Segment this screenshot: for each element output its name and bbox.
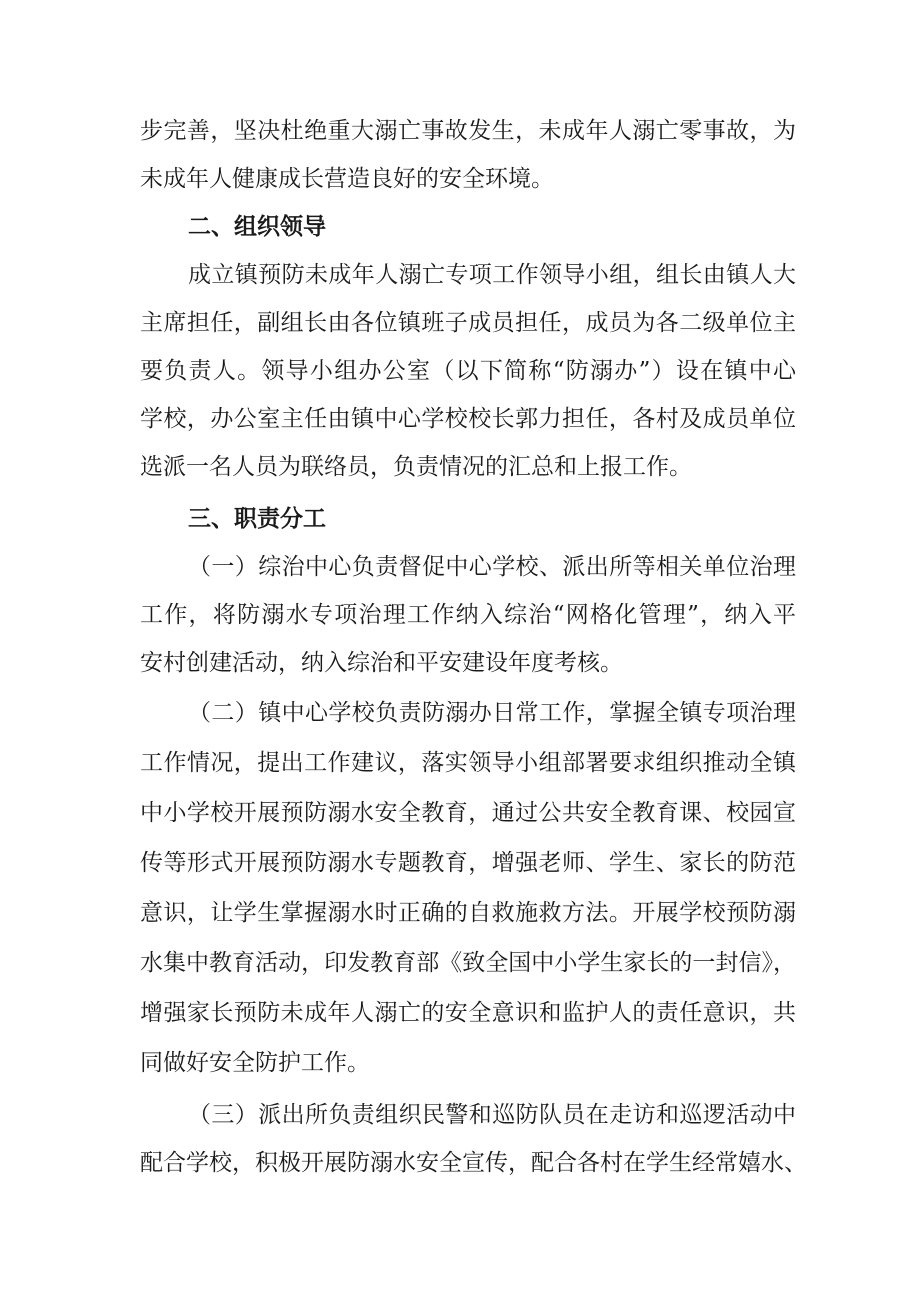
paragraph-line: 增强家长预防未成年人溺亡的安全意识和监护人的责任意识，共 — [140, 1000, 796, 1026]
paragraph-line: 同做好安全防护工作。 — [140, 1050, 370, 1076]
paragraph-line: 水集中教育活动，印发教育部《致全国中小学生家长的一封信》， — [140, 950, 796, 976]
paragraph-line: （二）镇中心学校负责防溺办日常工作，掌握全镇专项治理 — [188, 700, 796, 726]
paragraph-line: 工作情况，提出工作建议，落实领导小组部署要求组织推动全镇 — [140, 750, 796, 776]
paragraph-line: 学校，办公室主任由镇中心学校校长郭力担任，各村及成员单位 — [140, 406, 796, 432]
paragraph-line: 安村创建活动，纳入综治和平安建设年度考核。 — [140, 650, 623, 676]
paragraph-line: 选派一名人员为联络员，负责情况的汇总和上报工作。 — [140, 454, 692, 480]
section-heading-responsibilities: 三、职责分工 — [188, 506, 326, 532]
paragraph-line: 主席担任，副组长由各位镇班子成员担任，成员为各二级单位主 — [140, 310, 796, 336]
paragraph-line: 意识，让学生掌握溺水时正确的自救施救方法。开展学校预防溺 — [140, 900, 796, 926]
paragraph-line: 配合学校，积极开展防溺水安全宣传，配合各村在学生经常嬉水、 — [140, 1150, 807, 1176]
paragraph-line: 未成年人健康成长营造良好的安全环境。 — [140, 166, 554, 192]
paragraph-line: 成立镇预防未成年人溺亡专项工作领导小组，组长由镇人大 — [188, 262, 796, 288]
paragraph-line: （一）综治中心负责督促中心学校、派出所等相关单位治理 — [188, 554, 796, 580]
paragraph-line: 工作，将防溺水专项治理工作纳入综治“网格化管理”，纳入平 — [140, 602, 796, 628]
paragraph-line: 中小学校开展预防溺水安全教育，通过公共安全教育课、校园宣 — [140, 800, 796, 826]
paragraph-line: 传等形式开展预防溺水专题教育，增强老师、学生、家长的防范 — [140, 850, 796, 876]
paragraph-line: 步完善，坚决杜绝重大溺亡事故发生，未成年人溺亡零事故，为 — [140, 118, 796, 144]
paragraph-line: 要负责人。领导小组办公室（以下简称“防溺办”）设在镇中心 — [140, 358, 796, 384]
section-heading-organization: 二、组织领导 — [188, 214, 326, 240]
paragraph-line: （三）派出所负责组织民警和巡防队员在走访和巡逻活动中 — [188, 1102, 796, 1128]
